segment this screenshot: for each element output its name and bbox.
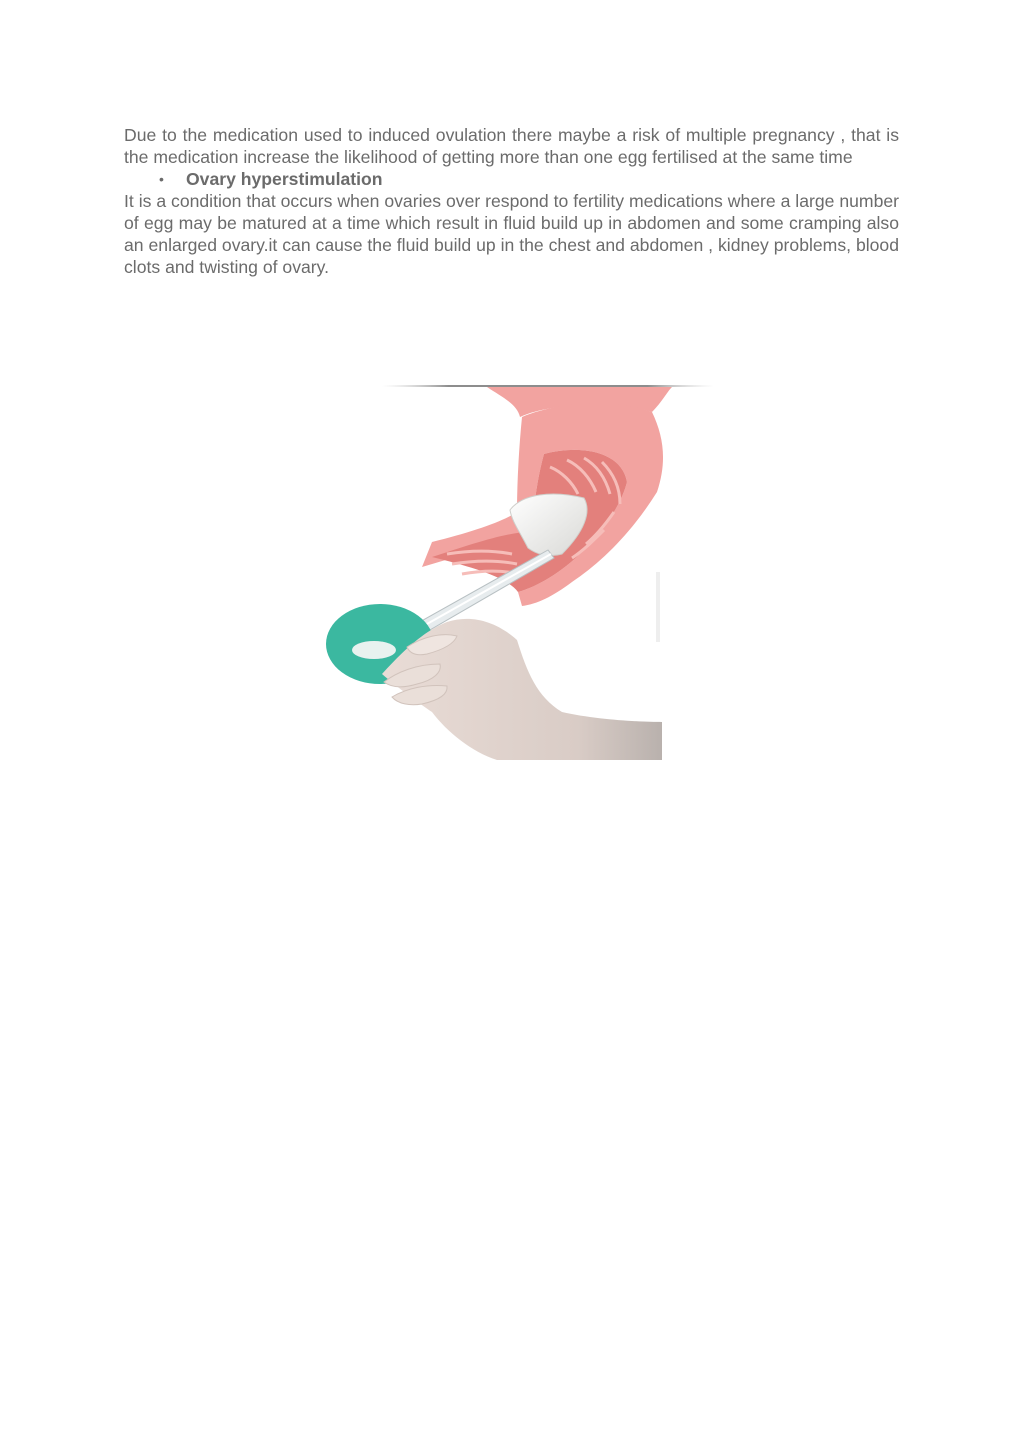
paragraph-multiple-pregnancy: Due to the medication used to induced ovulation there maybe a risk of multiple pregnancy , that is the medication increase the likelihood of getting more than one egg fertilised at the same time bbox=[124, 125, 899, 167]
paragraph-ovary-hyperstimulation: It is a condition that occurs when ovaries over respond to fertility medications where a large number of egg may be matured at a time which result in fluid build up in abdomen and some cramping also an enlarged ovary.it can cause the fluid build up in the chest and abdomen , kidney problems, blood clots and twisting of ovary. bbox=[124, 191, 899, 277]
text-block bbox=[124, 124, 899, 278]
insertion-illustration-icon bbox=[322, 382, 714, 760]
bullet-icon: • bbox=[159, 171, 164, 187]
medical-illustration bbox=[322, 382, 714, 760]
bullet-item bbox=[124, 168, 899, 190]
section-heading: Ovary hyperstimulation bbox=[186, 169, 383, 189]
